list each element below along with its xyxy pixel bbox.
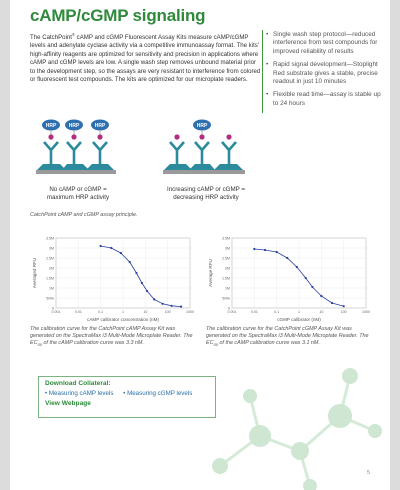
- caption-subscript: 50: [37, 342, 42, 348]
- data-point: [331, 302, 333, 304]
- assay-caption: CatchPoint cAMP and cGMP assay principle.: [30, 212, 138, 218]
- y-tick-label: 3.5M: [222, 236, 230, 241]
- page-title: cAMP/cGMP signaling: [30, 6, 206, 25]
- x-tick-label: 0.01: [250, 310, 258, 314]
- x-tick-label: 0.1: [98, 310, 104, 314]
- y-tick-label: 500k: [222, 296, 230, 301]
- y-tick-label: 0: [228, 306, 230, 311]
- data-point: [343, 305, 345, 307]
- hrp-badge: [42, 120, 60, 131]
- left-antibody-group: [36, 120, 116, 175]
- x-axis-label: cAMP calibrator concentration (nM): [87, 317, 159, 322]
- bullet-dot: •: [123, 390, 128, 397]
- data-point: [162, 303, 164, 305]
- collateral-links: [45, 390, 209, 397]
- brochure-page: [10, 0, 390, 490]
- intro-paragraph: [30, 31, 262, 84]
- hrp-label: HRP: [68, 123, 80, 129]
- y-tick-label: 0: [52, 306, 54, 311]
- data-point: [180, 306, 182, 308]
- caption-text: The calibration curve for the CatchPoint cAMP Assay Kit was generated on the SpectraMax i3 Multi-Mode Microplate Reader. The EC: [30, 326, 193, 347]
- data-point: [170, 305, 172, 307]
- camp-chart-svg: [30, 234, 195, 324]
- y-tick-label: 2M: [49, 266, 54, 271]
- data-point: [320, 295, 322, 297]
- view-webpage-link[interactable]: View Webpage: [45, 400, 91, 407]
- cgmp-chart-caption: [206, 326, 374, 349]
- data-point: [100, 245, 102, 247]
- caption-subscript: 50: [213, 342, 218, 348]
- molecule-decoration: [200, 356, 390, 490]
- camp-calibration-chart: [30, 234, 195, 324]
- x-tick-label: 1: [298, 310, 300, 314]
- collateral-title: Download Collateral:: [45, 380, 111, 387]
- x-tick-label: 100: [340, 310, 347, 314]
- x-axis-label: cGMP calibrator (nM): [277, 317, 321, 322]
- y-tick-label: 2.5M: [46, 256, 54, 261]
- data-point: [311, 286, 313, 288]
- caption-text: The calibration curve for the CatchPoint cGMP Assay Kit was generated on the SpectraMax i3 Multi-Mode Microplate Reader. The EC: [206, 326, 369, 347]
- data-point: [135, 272, 137, 274]
- y-tick-label: 1.5M: [46, 276, 54, 281]
- bullet-item: • Rapid signal development—Stoplight Red substrate gives a stable, precise readout in just 10 minutes: [273, 61, 382, 86]
- x-tick-label: 0.01: [74, 310, 82, 314]
- feature-bullets: [262, 30, 382, 113]
- data-point: [305, 277, 307, 279]
- x-tick-label: 0.001: [227, 310, 237, 314]
- y-axis-label: Averaged RFU: [32, 257, 37, 289]
- y-tick-label: 1.5M: [222, 276, 230, 281]
- y-tick-label: 3.5M: [46, 236, 54, 241]
- intro-text-rest: cAMP and cGMP Fluorescent Assay Kits measure cAMP/cGMP levels and adenylate cyclase activity via a competitive immunoassay format. The kits' high-affinity reagents are optimized for sensitivity and precision in applications where cAMP and cGMP levels are low. A single wash step removes unbound material prior to the development step, so the assays are very resistant to interference from colored or fluorescent test compounds. The kits are optimized for our microplate readers.: [30, 34, 261, 84]
- data-point: [129, 261, 131, 263]
- data-point: [264, 249, 266, 251]
- y-axis-label: Average RFU: [208, 259, 213, 287]
- hrp-badge: [193, 120, 211, 131]
- data-point: [153, 298, 155, 300]
- assay-principle-diagram: [34, 116, 254, 214]
- caption-text-end: of the cAMP calibration curve was 3.1 nM.: [217, 340, 320, 347]
- assay-illustration: [34, 116, 254, 188]
- bullet-dot: •: [45, 390, 49, 397]
- data-point: [141, 282, 143, 284]
- data-point: [146, 290, 148, 292]
- x-tick-label: 0.1: [274, 310, 280, 314]
- hrp-label: HRP: [45, 123, 57, 129]
- assay-label-right: Increasing cAMP or cGMP = decreasing HRP activity: [166, 186, 245, 201]
- data-point: [276, 251, 278, 253]
- data-point: [110, 247, 112, 249]
- x-tick-label: 1000: [186, 310, 194, 314]
- camp-chart-caption: [30, 326, 198, 349]
- data-point: [296, 266, 298, 268]
- x-tick-label: 100: [164, 310, 171, 314]
- y-tick-label: 1M: [49, 286, 54, 291]
- measuring-cgmp-link[interactable]: Measuring cGMP levels: [127, 390, 193, 397]
- measuring-camp-link[interactable]: Measuring cAMP levels: [48, 390, 114, 397]
- hrp-badge: [91, 120, 109, 131]
- bullet-item: • Single wash step protocol—reduced interference from test compounds for improved reliability of results: [273, 31, 382, 56]
- data-point: [286, 257, 288, 259]
- bullet-item: • Flexible read time—assay is stable up to 24 hours: [273, 91, 382, 108]
- x-tick-label: 10: [143, 310, 148, 314]
- cgmp-chart-svg: [206, 234, 371, 324]
- x-tick-label: 10: [319, 310, 324, 314]
- caption-text-end: of the cAMP calibration curve was 3.3 nM.: [41, 340, 144, 347]
- y-tick-label: 2M: [225, 266, 230, 271]
- assay-label-left: No cAMP or cGMP = maximum HRP activity: [46, 186, 110, 201]
- registered-mark: ®: [72, 32, 75, 37]
- intro-text-start: The CatchPoint: [30, 34, 73, 42]
- hrp-label: HRP: [196, 123, 208, 129]
- y-tick-label: 2.5M: [222, 256, 230, 261]
- y-tick-label: 500k: [46, 296, 54, 301]
- x-tick-label: 0.001: [51, 310, 61, 314]
- download-collateral-box: [38, 376, 216, 418]
- x-tick-label: 1: [122, 310, 124, 314]
- data-point: [253, 248, 255, 250]
- data-point: [120, 252, 122, 254]
- hrp-badge: [65, 120, 83, 131]
- y-tick-label: 3M: [49, 246, 54, 251]
- x-tick-label: 1000: [362, 310, 370, 314]
- y-tick-label: 3M: [225, 246, 230, 251]
- hrp-label: HRP: [94, 123, 106, 129]
- page-number: 5: [367, 470, 370, 476]
- right-antibody-group: [163, 120, 245, 175]
- y-tick-label: 1M: [225, 286, 230, 291]
- cgmp-calibration-chart: [206, 234, 371, 324]
